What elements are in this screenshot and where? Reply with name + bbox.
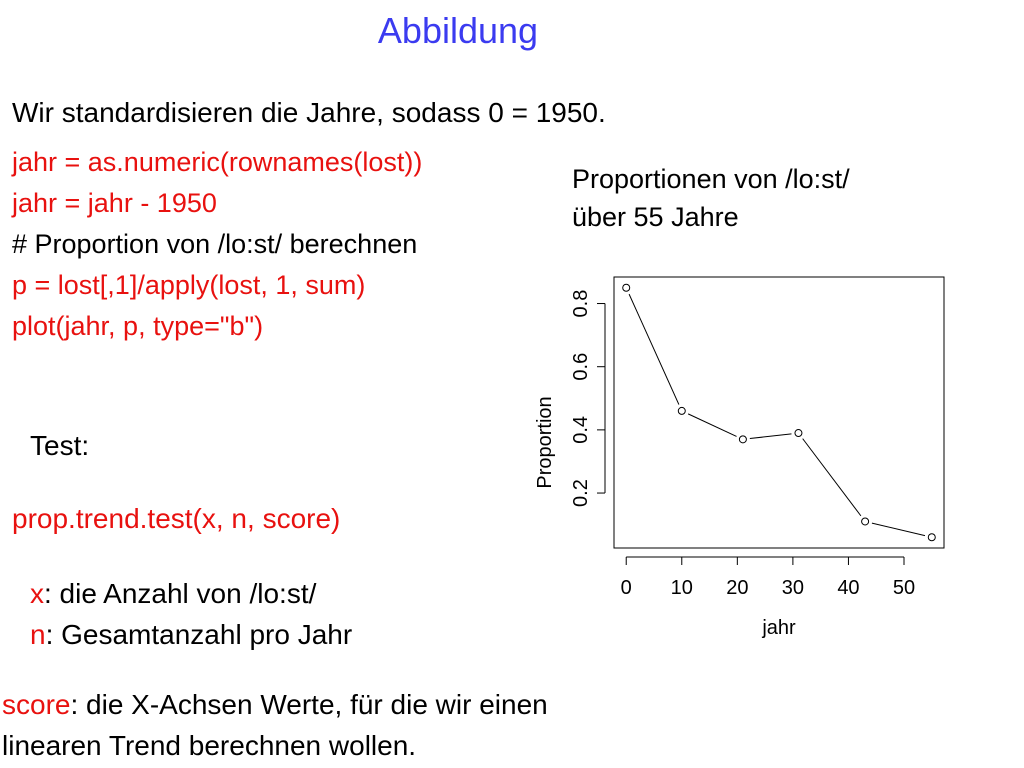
code-line: p = lost[,1]/apply(lost, 1, sum) [12, 270, 366, 300]
data-point [862, 518, 869, 525]
data-point [623, 284, 630, 291]
data-point [678, 407, 685, 414]
code-comment: # Proportion von /lo:st/ berechnen [12, 229, 418, 259]
series-segment [803, 439, 861, 516]
plot-frame [614, 277, 944, 548]
arg-score [2, 684, 548, 725]
y-tick-label: 0.6 [570, 352, 592, 381]
code-line: jahr = jahr - 1950 [12, 188, 217, 218]
series-segment [872, 523, 925, 536]
x-tick-label: 40 [837, 577, 860, 599]
arg-n [30, 614, 352, 655]
series-segment [688, 414, 736, 437]
intro-text: Wir standardisieren die Jahre, sodass 0 = 1950. [12, 97, 606, 128]
y-tick-label: 0.8 [570, 289, 592, 318]
series-segment [750, 434, 792, 439]
x-tick-label: 0 [620, 577, 632, 599]
y-axis-label: Proportion [534, 396, 556, 489]
test-label: Test: [30, 430, 90, 461]
x-tick-label: 20 [726, 577, 749, 599]
slide-title: Abbildung [377, 10, 539, 51]
chart-title [572, 160, 850, 236]
arg-x [30, 573, 316, 614]
data-point [739, 436, 746, 443]
y-tick-label: 0.2 [570, 479, 592, 507]
score-continuation: linearen Trend berechnen wollen. [2, 730, 417, 761]
line-chart [530, 265, 960, 650]
data-point [928, 534, 935, 541]
x-axis-label: jahr [762, 617, 796, 639]
code-block [12, 142, 422, 347]
data-point [795, 430, 802, 437]
chart-title-line: über 55 Jahre [572, 202, 739, 232]
series-segment [629, 294, 679, 404]
arg-desc: : die Anzahl von /lo:st/ [44, 578, 317, 609]
arg-desc: : die X-Achsen Werte, für die wir einen [70, 689, 548, 720]
code-line: plot(jahr, p, type="b") [12, 311, 264, 341]
arg-key: x [30, 578, 44, 609]
x-tick-label: 50 [892, 577, 916, 599]
x-tick-label: 10 [670, 577, 693, 599]
chart-title-line: Proportionen von /lo:st/ [572, 164, 850, 194]
code-line: jahr = as.numeric(rownames(lost)) [12, 147, 423, 177]
arg-key: score [2, 689, 71, 720]
y-tick-label: 0.4 [570, 415, 592, 444]
test-call: prop.trend.test(x, n, score) [12, 503, 341, 534]
arg-desc: : Gesamtanzahl pro Jahr [45, 619, 353, 650]
arg-key: n [30, 619, 46, 650]
x-tick-label: 30 [781, 577, 805, 599]
